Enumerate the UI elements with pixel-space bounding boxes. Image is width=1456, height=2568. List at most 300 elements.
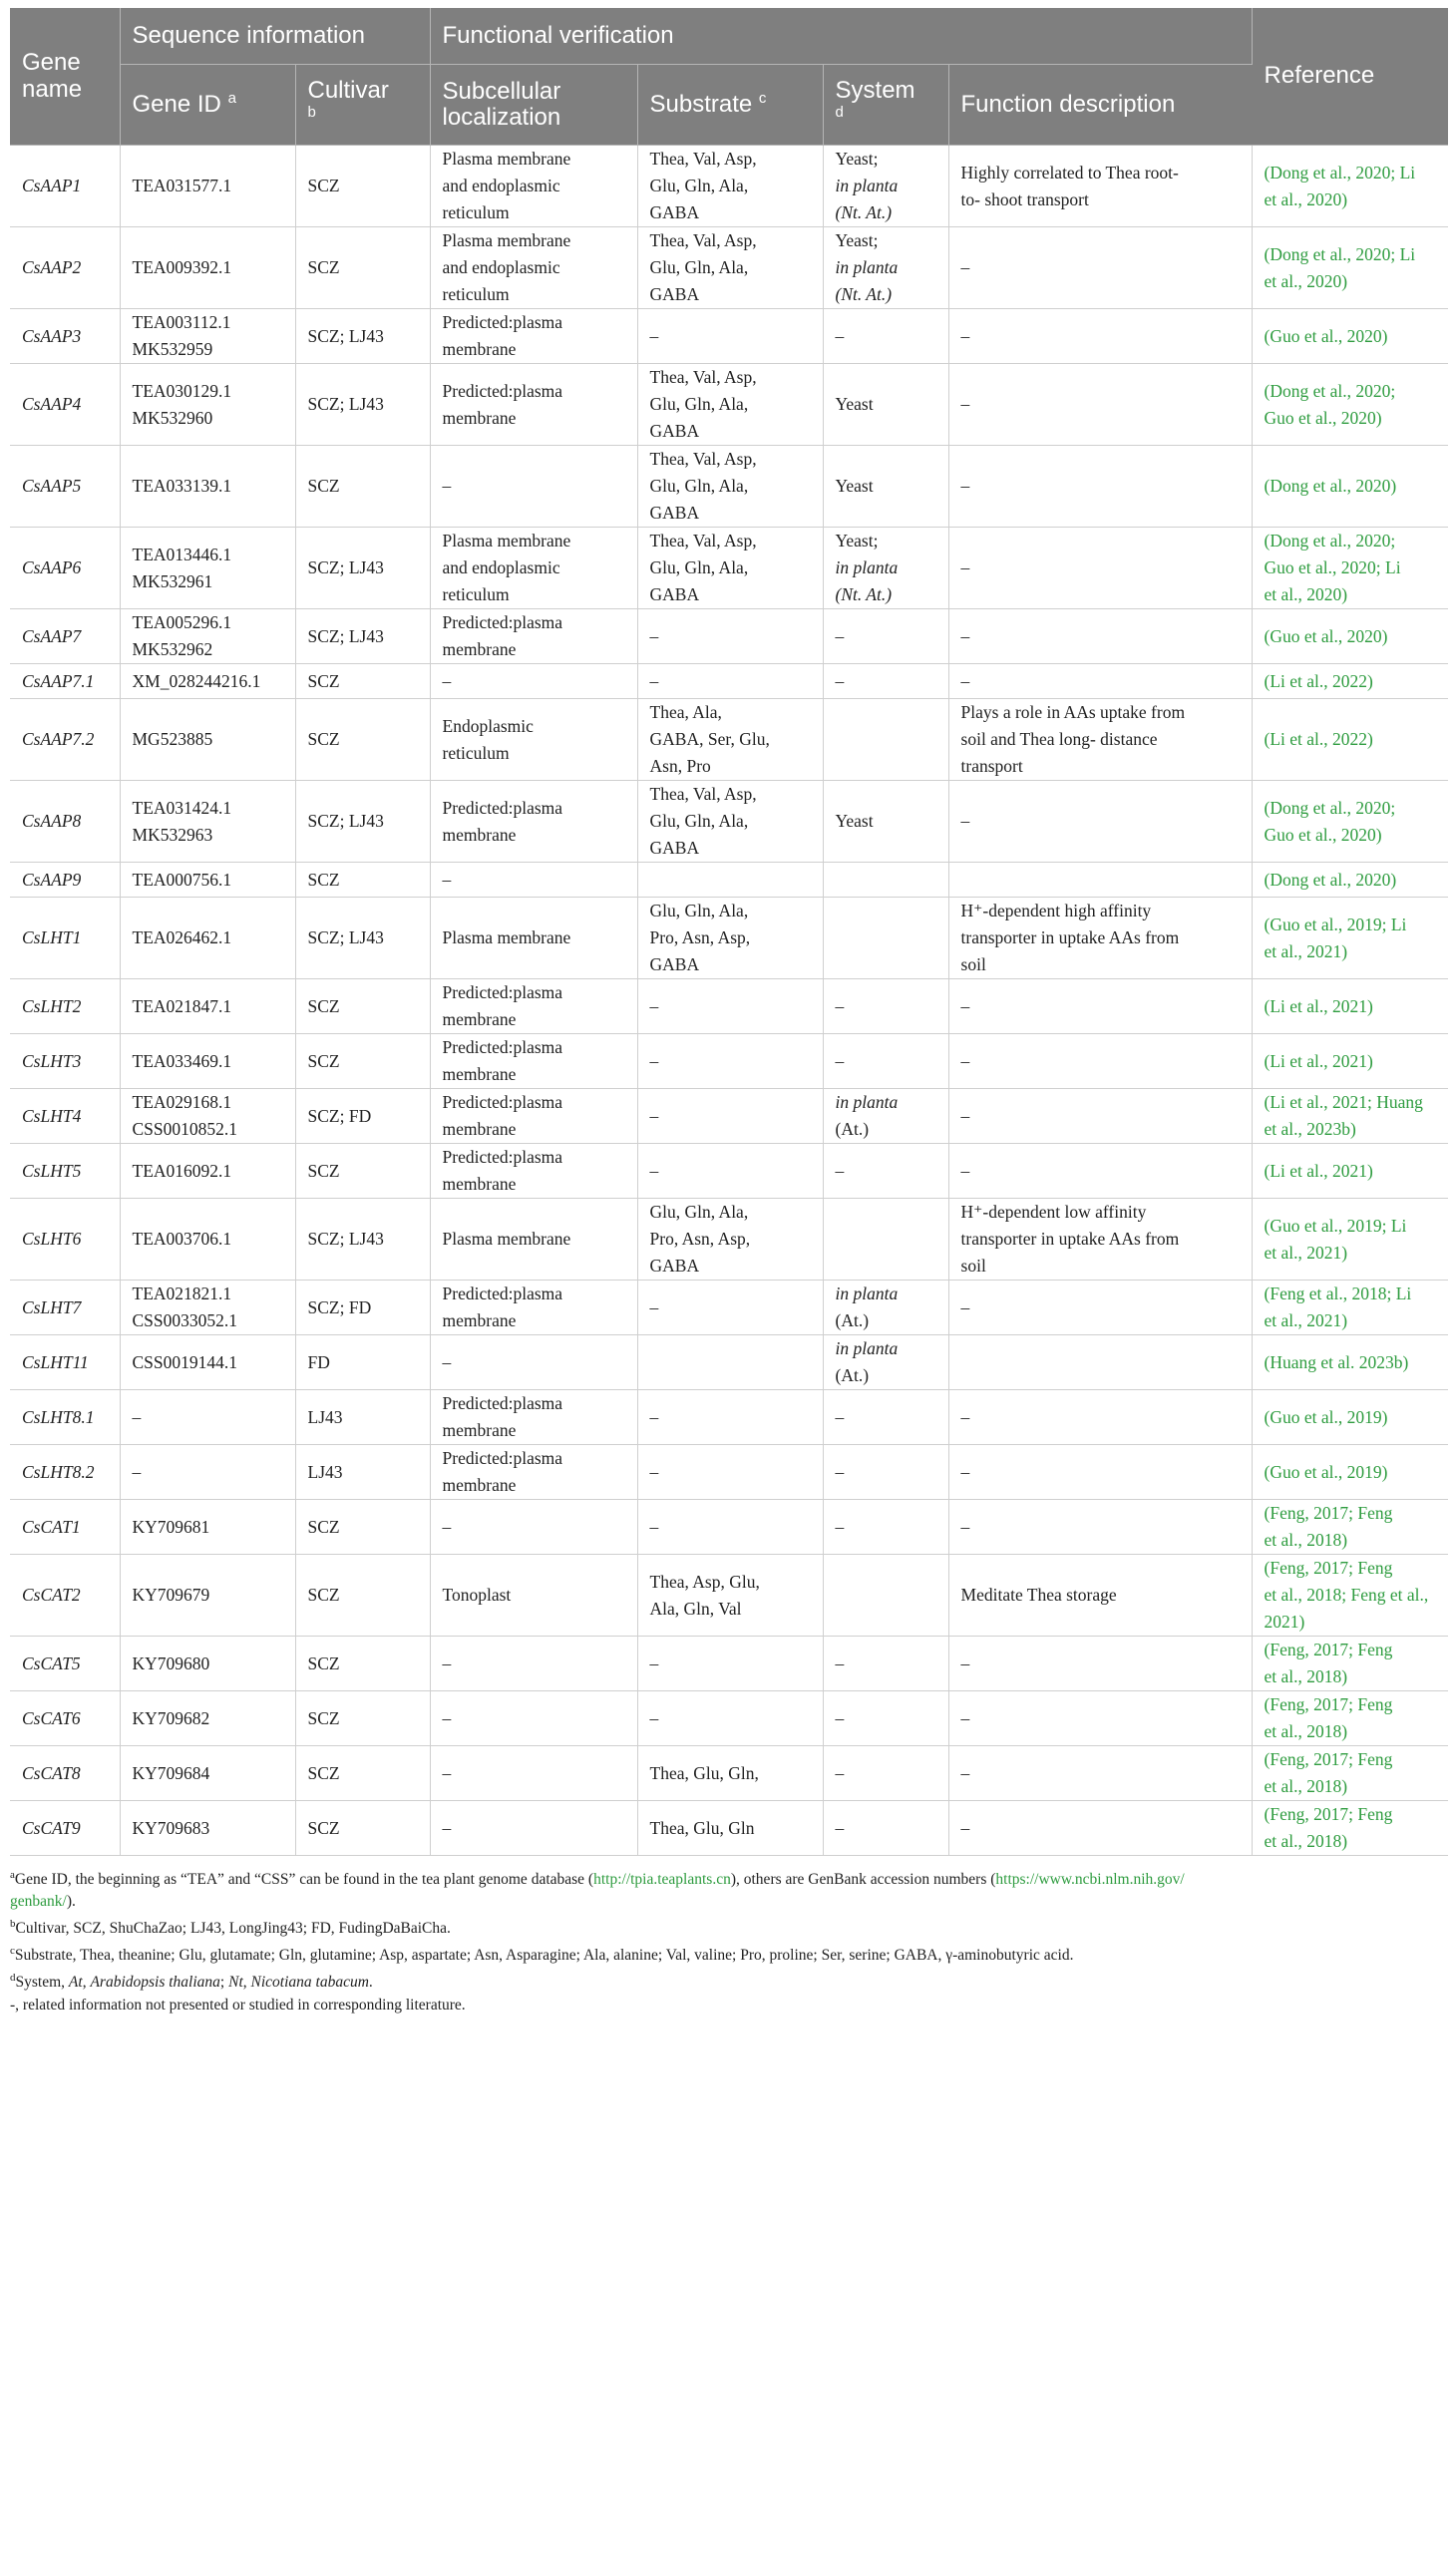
footnote-marker-c: c: [758, 90, 767, 108]
cell-function: [948, 1199, 1252, 1281]
cell-system-line: Yeast: [835, 476, 874, 496]
cell-substrate: [637, 1144, 823, 1199]
footnote-c-marker: c: [10, 1945, 15, 1958]
cell-substrate-line: Glu, Gln, Ala,: [649, 901, 749, 920]
cell-substrate-line: –: [649, 670, 659, 691]
cell-function-line: soil: [960, 954, 986, 974]
cell-reference-line: (Feng, 2017; Feng: [1264, 1558, 1393, 1578]
cell-function-line: H⁺-dependent high affinity: [960, 901, 1152, 920]
cell-reference[interactable]: [1252, 699, 1448, 781]
cell-substrate-line: Glu, Gln, Ala,: [649, 176, 749, 195]
cell-reference[interactable]: [1252, 309, 1448, 364]
table-row: [10, 1555, 1448, 1637]
cell-localization-line: and endoplasmic: [442, 176, 560, 195]
table-row: [10, 528, 1448, 609]
cell-gene-name: CsLHT4: [10, 1089, 120, 1144]
cell-gene-id-line: TEA021821.1: [132, 1284, 232, 1303]
cell-system-line: –: [835, 1762, 845, 1783]
cell-substrate: [637, 1089, 823, 1144]
cell-system-line: Yeast;: [835, 230, 879, 250]
cell-function: [948, 1335, 1252, 1390]
cell-gene-id: [120, 1144, 295, 1199]
cell-localization: [430, 364, 637, 446]
cell-function: [948, 1500, 1252, 1555]
cell-system-line: (Nt. At.): [835, 284, 893, 304]
cell-gene-id-line: TEA005296.1: [132, 612, 232, 632]
cell-reference-line: (Guo et al., 2019): [1264, 1461, 1388, 1482]
cell-localization: [430, 979, 637, 1034]
cell-cultivar: SCZ: [295, 979, 430, 1034]
cell-reference-line: et al., 2018): [1264, 1530, 1348, 1550]
cell-localization-line: –: [442, 869, 452, 890]
cell-function-line: –: [960, 1652, 970, 1673]
cell-localization: [430, 1500, 637, 1555]
cell-system: [823, 863, 948, 898]
cell-localization: [430, 664, 637, 699]
cell-reference[interactable]: [1252, 979, 1448, 1034]
cell-gene-id-line: TEA009392.1: [132, 257, 232, 277]
cell-reference-line: (Dong et al., 2020;: [1264, 380, 1396, 401]
cell-localization: [430, 1281, 637, 1335]
cell-gene-id-line: KY709682: [132, 1707, 210, 1728]
cell-gene-id-line: –: [132, 1406, 142, 1427]
cell-reference-line: (Li et al., 2021): [1264, 995, 1373, 1016]
cell-localization-line: –: [442, 476, 452, 496]
footnote-d-text-e: .: [368, 1974, 373, 1992]
cell-function-line: H⁺-dependent low affinity: [960, 1202, 1147, 1222]
cell-function-line: –: [960, 1707, 970, 1728]
cell-function-line: –: [960, 394, 970, 414]
cell-system: [823, 146, 948, 227]
cell-substrate-line: GABA: [649, 284, 700, 304]
cell-substrate: [637, 1500, 823, 1555]
footnote-marker-d: d: [835, 103, 844, 121]
cell-gene-name: CsAAP7: [10, 609, 120, 664]
cell-localization-line: membrane: [442, 1475, 517, 1495]
cell-reference[interactable]: [1252, 227, 1448, 309]
cell-function-line: –: [960, 1817, 970, 1838]
cell-gene-name: CsLHT7: [10, 1281, 120, 1335]
cell-localization-line: –: [442, 670, 452, 691]
header-reference: Reference: [1252, 8, 1448, 146]
cell-gene-id: [120, 1335, 295, 1390]
cell-substrate: [637, 863, 823, 898]
cell-function: [948, 609, 1252, 664]
cell-gene-name: CsCAT5: [10, 1637, 120, 1691]
cell-gene-id-line: TEA031424.1: [132, 797, 232, 818]
cell-substrate-line: –: [649, 625, 659, 646]
cell-reference[interactable]: [1252, 1801, 1448, 1856]
cell-reference-line: (Guo et al., 2020): [1264, 625, 1388, 646]
cell-system-line: (At.): [835, 1310, 870, 1330]
cell-localization-line: Predicted:plasma: [442, 1448, 563, 1468]
header-substrate-label: Substrate: [649, 91, 753, 119]
cell-system-line: –: [835, 995, 845, 1016]
cell-localization-line: Plasma membrane: [442, 531, 571, 550]
cell-gene-id: [120, 699, 295, 781]
cell-substrate-line: GABA: [649, 954, 700, 974]
cell-localization: [430, 1034, 637, 1089]
cell-reference[interactable]: [1252, 1034, 1448, 1089]
cell-function: [948, 528, 1252, 609]
cell-reference-line: (Feng, 2017; Feng: [1264, 1640, 1393, 1659]
cell-substrate-line: Thea, Val, Asp,: [649, 784, 757, 804]
cell-cultivar: SCZ: [295, 1034, 430, 1089]
cell-function: [948, 1144, 1252, 1199]
cell-system: [823, 1500, 948, 1555]
cell-system-line: –: [835, 1406, 845, 1427]
cell-localization-line: Predicted:plasma: [442, 982, 563, 1002]
cell-reference-line: et al., 2018): [1264, 1721, 1348, 1741]
cell-substrate: [637, 609, 823, 664]
footnote-b: [10, 1913, 1448, 1940]
cell-localization: [430, 1144, 637, 1199]
cell-localization: [430, 1199, 637, 1281]
cell-cultivar: SCZ: [295, 664, 430, 699]
footnote-a-mid: ), others are GenBank accession numbers (: [730, 1871, 996, 1889]
cell-gene-id-line: TEA016092.1: [132, 1160, 232, 1181]
genbank-link[interactable]: https://www.ncbi.nlm.nih.gov/: [995, 1871, 1185, 1889]
table-row: [10, 1144, 1448, 1199]
cell-gene-name: CsAAP7.1: [10, 664, 120, 699]
cell-cultivar: SCZ; LJ43: [295, 781, 430, 863]
cell-localization-line: membrane: [442, 1310, 517, 1330]
cell-gene-name: CsLHT6: [10, 1199, 120, 1281]
cell-reference[interactable]: [1252, 1335, 1448, 1390]
cell-substrate-line: GABA: [649, 421, 700, 441]
cell-substrate: [637, 528, 823, 609]
footnote-a-text: Gene ID, the beginning as “TEA” and “CSS” can be found in the tea plant genome database (: [14, 1871, 594, 1889]
cell-reference-line: (Dong et al., 2020): [1264, 476, 1397, 496]
cell-substrate: [637, 1445, 823, 1500]
cell-reference-line: (Dong et al., 2020;: [1264, 797, 1396, 818]
cell-system-line: (Nt. At.): [835, 584, 893, 604]
cell-reference[interactable]: [1252, 1746, 1448, 1801]
cell-localization-line: membrane: [442, 824, 517, 845]
cell-system-line: in planta: [835, 176, 899, 195]
genbank-link-cont[interactable]: genbank/: [10, 1893, 67, 1911]
footnote-d-text-b: ,: [82, 1974, 91, 1992]
cell-function: [948, 664, 1252, 699]
cell-system-line: Yeast: [835, 811, 874, 831]
cell-reference[interactable]: [1252, 1500, 1448, 1555]
cell-substrate-line: Thea, Ala,: [649, 702, 722, 722]
cell-substrate-line: Glu, Gln, Ala,: [649, 557, 749, 577]
cell-reference-line: (Guo et al., 2019; Li: [1264, 1215, 1407, 1236]
header-subcellular-localization: Subcellular localization: [430, 65, 637, 146]
cell-substrate: [637, 1637, 823, 1691]
cell-substrate: [637, 146, 823, 227]
cell-cultivar: SCZ; LJ43: [295, 309, 430, 364]
cell-gene-id: [120, 979, 295, 1034]
cell-reference[interactable]: [1252, 1555, 1448, 1637]
cell-localization: [430, 146, 637, 227]
cell-reference[interactable]: [1252, 609, 1448, 664]
cell-reference-line: Guo et al., 2020): [1264, 824, 1382, 845]
cell-function-line: soil and Thea long- distance: [960, 729, 1158, 749]
cell-gene-name: CsAAP1: [10, 146, 120, 227]
cell-localization: [430, 1746, 637, 1801]
footnote-d-arabidopsis: Arabidopsis thaliana: [90, 1974, 220, 1992]
cell-substrate-line: Thea, Asp, Glu,: [649, 1571, 760, 1592]
cell-gene-id: [120, 898, 295, 979]
cell-reference-line: (Li et al., 2021): [1264, 1050, 1373, 1071]
cell-reference-line: (Dong et al., 2020; Li: [1264, 162, 1416, 183]
cell-system-line: –: [835, 1516, 845, 1537]
cell-reference[interactable]: [1252, 863, 1448, 898]
footnote-c: [10, 1940, 1448, 1967]
cell-gene-id: [120, 664, 295, 699]
cell-reference-line: (Feng et al., 2018; Li: [1264, 1284, 1412, 1303]
cell-substrate: [637, 1691, 823, 1746]
cell-reference-line: (Li et al., 2021): [1264, 1160, 1373, 1181]
cell-localization-line: reticulum: [442, 584, 510, 604]
cell-gene-id: [120, 309, 295, 364]
footnote-a-end: ).: [66, 1893, 76, 1911]
cell-gene-id: [120, 1390, 295, 1445]
footnote-c-text: Substrate, Thea, theanine; Glu, glutamate; Gln, glutamine; Asp, aspartate; Asn, Asparagine; Ala, alanine; Val, valine; Pro, proline; Ser, serine; GABA, γ-aminobutyric acid.: [14, 1947, 1074, 1965]
cell-cultivar: SCZ: [295, 1555, 430, 1637]
cell-reference-line: et al., 2021): [1264, 1242, 1348, 1263]
cell-reference-line: (Dong et al., 2020; Li: [1264, 243, 1416, 264]
cell-gene-name: CsCAT9: [10, 1801, 120, 1856]
cell-substrate: [637, 309, 823, 364]
cell-substrate-line: Thea, Val, Asp,: [649, 149, 757, 169]
cell-reference[interactable]: [1252, 1281, 1448, 1335]
cell-system: [823, 227, 948, 309]
table-body: [10, 146, 1448, 1856]
cell-gene-id-line: MK532961: [132, 570, 213, 591]
cell-reference[interactable]: [1252, 664, 1448, 699]
cell-reference[interactable]: [1252, 1199, 1448, 1281]
cell-gene-id: [120, 1089, 295, 1144]
cell-gene-id: [120, 781, 295, 863]
cell-gene-id-line: TEA026462.1: [132, 927, 232, 947]
cell-substrate-line: GABA: [649, 838, 700, 858]
cell-function-line: –: [960, 1406, 970, 1427]
header-gene-id: [120, 65, 295, 146]
cell-system-line: in planta: [835, 257, 899, 277]
header-functional-verification: Functional verification: [430, 8, 1252, 65]
cell-substrate-line: Pro, Asn, Asp,: [649, 1229, 751, 1249]
cell-localization-line: Predicted:plasma: [442, 797, 563, 818]
cell-function-line: to- shoot transport: [960, 188, 1089, 209]
cell-reference-line: (Guo et al., 2019; Li: [1264, 914, 1407, 934]
cell-function-line: –: [960, 1762, 970, 1783]
cell-system-line: (At.): [835, 1119, 870, 1139]
cell-system: [823, 1445, 948, 1500]
table-row: [10, 699, 1448, 781]
cell-substrate: [637, 1746, 823, 1801]
cell-function-line: –: [960, 811, 970, 831]
cell-substrate-line: Glu, Gln, Ala,: [649, 394, 749, 414]
cell-reference-line: et al., 2023b): [1264, 1119, 1356, 1139]
table-row: [10, 1089, 1448, 1144]
cell-gene-name: CsLHT2: [10, 979, 120, 1034]
cell-reference[interactable]: [1252, 528, 1448, 609]
cell-reference-line: et al., 2018): [1264, 1831, 1348, 1851]
cell-localization: [430, 1691, 637, 1746]
cell-system-line: –: [835, 1707, 845, 1728]
cell-system-line: –: [835, 625, 845, 646]
cell-substrate-line: –: [649, 1461, 659, 1482]
cell-localization: [430, 1801, 637, 1856]
cell-localization-line: Predicted:plasma: [442, 1147, 563, 1167]
footnote-d-at: At: [68, 1974, 83, 1992]
cell-function-line: transporter in uptake AAs from: [960, 1229, 1180, 1249]
cell-substrate-line: GABA: [649, 202, 700, 222]
table-row: [10, 309, 1448, 364]
cell-reference[interactable]: [1252, 446, 1448, 528]
cell-cultivar: SCZ; LJ43: [295, 1199, 430, 1281]
cell-cultivar: SCZ: [295, 227, 430, 309]
cell-system: [823, 664, 948, 699]
cell-gene-id-line: TEA030129.1: [132, 380, 232, 401]
header-substrate: [637, 65, 823, 146]
cell-cultivar: SCZ: [295, 446, 430, 528]
cell-cultivar: SCZ; LJ43: [295, 528, 430, 609]
footnote-b-marker: b: [10, 1918, 16, 1931]
cell-function-line: –: [960, 1296, 970, 1317]
cell-gene-id: [120, 1691, 295, 1746]
cell-substrate-line: Pro, Asn, Asp,: [649, 927, 751, 947]
cell-localization-line: membrane: [442, 1119, 517, 1139]
cell-substrate: [637, 1281, 823, 1335]
cell-function-line: –: [960, 1050, 970, 1071]
cell-substrate-line: Glu, Gln, Ala,: [649, 811, 749, 831]
footnote-a: [10, 1864, 1448, 1913]
header-cultivar: [295, 65, 430, 146]
cell-function-line: –: [960, 1516, 970, 1537]
cell-reference[interactable]: [1252, 781, 1448, 863]
cell-substrate-line: –: [649, 1160, 659, 1181]
cell-localization: [430, 781, 637, 863]
cell-reference-line: et al., 2021): [1264, 1310, 1348, 1330]
cell-localization: [430, 699, 637, 781]
cell-system-line: (Nt. At.): [835, 202, 893, 222]
cell-localization: [430, 1637, 637, 1691]
cell-reference-line: et al., 2018; Feng et al.,: [1264, 1585, 1429, 1605]
cell-reference[interactable]: [1252, 1691, 1448, 1746]
cell-function: [948, 1390, 1252, 1445]
cell-gene-id: [120, 1746, 295, 1801]
cell-substrate: [637, 1199, 823, 1281]
cell-system-line: in planta: [835, 557, 899, 577]
cell-function-line: –: [960, 325, 970, 346]
cell-reference-line: (Feng, 2017; Feng: [1264, 1503, 1393, 1523]
cell-localization-line: Predicted:plasma: [442, 612, 563, 632]
footnote-d-text-d: ,: [242, 1974, 251, 1992]
cell-function-line: –: [960, 995, 970, 1016]
cell-gene-name: CsCAT8: [10, 1746, 120, 1801]
cell-function: [948, 227, 1252, 309]
cell-function: [948, 446, 1252, 528]
cell-localization-line: Plasma membrane: [442, 927, 571, 947]
cell-substrate-line: GABA: [649, 1256, 700, 1276]
cell-cultivar: SCZ: [295, 1500, 430, 1555]
cell-system-line: in planta: [835, 1092, 899, 1112]
cell-reference[interactable]: [1252, 1445, 1448, 1500]
cell-localization-line: –: [442, 1762, 452, 1783]
cell-function: [948, 364, 1252, 446]
cell-localization-line: Predicted:plasma: [442, 1092, 563, 1112]
cell-function: [948, 1746, 1252, 1801]
table-row: [10, 1801, 1448, 1856]
cell-system-line: Yeast;: [835, 531, 879, 550]
cell-localization-line: Predicted:plasma: [442, 380, 563, 401]
cell-localization-line: –: [442, 1817, 452, 1838]
cell-system: [823, 898, 948, 979]
cell-gene-id-line: TEA021847.1: [132, 995, 232, 1016]
cell-localization: [430, 1445, 637, 1500]
cell-gene-id-line: MK532962: [132, 639, 213, 659]
cell-gene-name: CsAAP4: [10, 364, 120, 446]
tpia-link[interactable]: http://tpia.teaplants.cn: [593, 1871, 731, 1889]
cell-reference[interactable]: [1252, 146, 1448, 227]
cell-gene-name: CsAAP5: [10, 446, 120, 528]
cell-gene-id: [120, 528, 295, 609]
cell-gene-id-line: KY709679: [132, 1585, 210, 1605]
cell-gene-name: CsCAT2: [10, 1555, 120, 1637]
cell-reference[interactable]: [1252, 1144, 1448, 1199]
cell-reference[interactable]: [1252, 364, 1448, 446]
cell-substrate-line: GABA: [649, 503, 700, 523]
cell-localization-line: Tonoplast: [442, 1585, 512, 1605]
cell-reference[interactable]: [1252, 1089, 1448, 1144]
cell-gene-name: CsLHT1: [10, 898, 120, 979]
cell-system-line: –: [835, 1817, 845, 1838]
cell-gene-name: CsAAP7.2: [10, 699, 120, 781]
cell-reference[interactable]: [1252, 1637, 1448, 1691]
cell-localization-line: reticulum: [442, 202, 510, 222]
cell-reference[interactable]: [1252, 1390, 1448, 1445]
cell-gene-id-line: TEA013446.1: [132, 544, 232, 564]
cell-gene-id: [120, 1281, 295, 1335]
cell-localization-line: Plasma membrane: [442, 230, 571, 250]
cell-localization-line: –: [442, 1351, 452, 1372]
cell-gene-id-line: TEA003112.1: [132, 312, 231, 332]
cell-reference-line: et al., 2021): [1264, 940, 1348, 961]
table-row: [10, 979, 1448, 1034]
cell-function: [948, 781, 1252, 863]
cell-localization: [430, 1390, 637, 1445]
cell-reference[interactable]: [1252, 898, 1448, 979]
cell-system: [823, 781, 948, 863]
cell-gene-id: [120, 1445, 295, 1500]
cell-cultivar: SCZ: [295, 1144, 430, 1199]
cell-localization-line: –: [442, 1516, 452, 1537]
cell-system: [823, 979, 948, 1034]
cell-localization-line: reticulum: [442, 742, 510, 763]
cell-gene-id-line: MK532963: [132, 824, 213, 845]
cell-substrate-line: –: [649, 1707, 659, 1728]
cell-gene-id: [120, 146, 295, 227]
cell-gene-id-line: KY709683: [132, 1817, 210, 1838]
cell-function-line: –: [960, 557, 970, 577]
cell-localization-line: membrane: [442, 1420, 517, 1440]
header-system-label: System: [835, 77, 915, 105]
cell-gene-id-line: CSS0010852.1: [132, 1119, 238, 1139]
cell-localization-line: membrane: [442, 407, 517, 428]
cell-function: [948, 1281, 1252, 1335]
cell-localization: [430, 446, 637, 528]
cell-substrate: [637, 979, 823, 1034]
table-row: [10, 609, 1448, 664]
header-row-2: [10, 65, 1448, 146]
cell-gene-id-line: TEA029168.1: [132, 1092, 232, 1112]
cell-system-line: –: [835, 670, 845, 691]
cell-cultivar: SCZ: [295, 1637, 430, 1691]
